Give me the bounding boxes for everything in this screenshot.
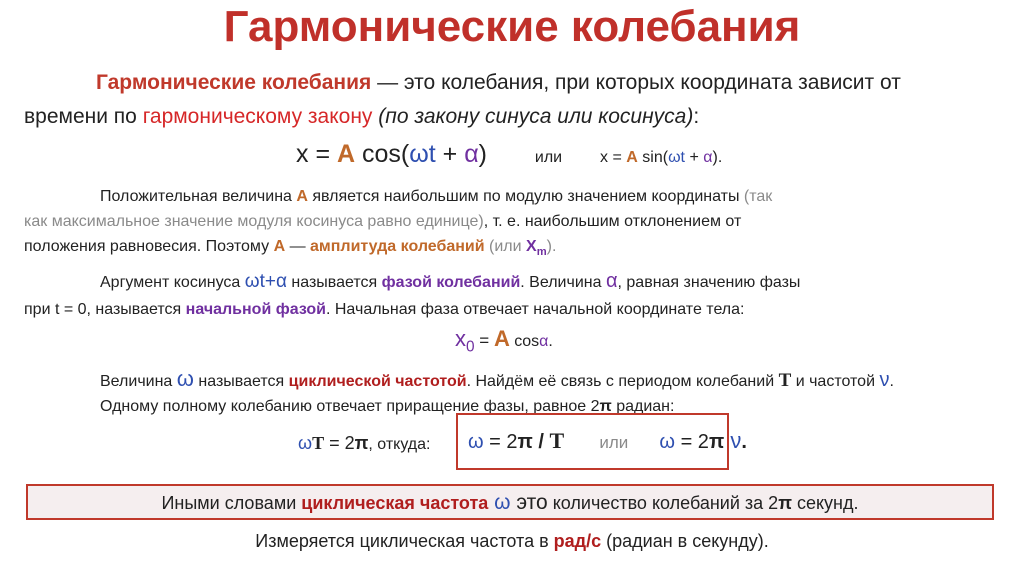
summary-text: Иными словами циклическая частота ω это количество колебаний за 2π секунд. [161, 491, 859, 514]
result-formula: ω = 2π / T или ω = 2π ν. [468, 428, 747, 453]
unit-rad-per-sec: рад/с [553, 531, 602, 551]
period-formula: ωT = 2π, откуда: [298, 433, 431, 453]
term-initial-phase: начальной фазой [185, 301, 326, 318]
intro-paragraph: Гармонические колебания — это колебания, при которых координата зависит от времени по гармоническому закону (по закону синуса или косинуса): [24, 71, 901, 128]
omega-paragraph: Величина ω называется циклической частотой. Найдём её связь с периодом колебаний T и частотой ν. Одному полному колебанию отвечает приращение фазы, равное 2π радиан: [100, 366, 894, 415]
amplitude-paragraph: Положительная величина А является наибольшим по модулю значением координаты (так как максимальное значение модуля косинуса равно единице), т. е. наибольшим отклонением от положения равновесия. Поэтому А — амплитуда колебаний (или $X_m$). [24, 188, 773, 259]
term-harmonic: Гармонические колебания [96, 71, 372, 94]
term-harmonic-law: гармоническому закону [142, 105, 373, 128]
phase-paragraph: Аргумент косинуса ωt+α называется фазой колебаний. Величина α, равная значению фазы при t = 0, называется начальной фазой. Начальная фаза отвечает начальной координате тела: [24, 270, 801, 318]
term-cyclic-frequency: циклической частотой [288, 373, 467, 390]
units-line: Измеряется циклическая частота в рад/с (радиан в секунду). [255, 531, 769, 551]
main-formula: x = A cos(ωt + α) или x = A sin(ωt + α). [296, 140, 723, 168]
or-label: или [534, 149, 563, 166]
term-phase: фазой колебаний [381, 274, 521, 291]
initial-coordinate-formula: $x_0 = А$ cosα. [455, 326, 553, 356]
term-amplitude: амплитуда колебаний [310, 238, 485, 255]
page-title: Гармонические колебания [223, 2, 801, 51]
